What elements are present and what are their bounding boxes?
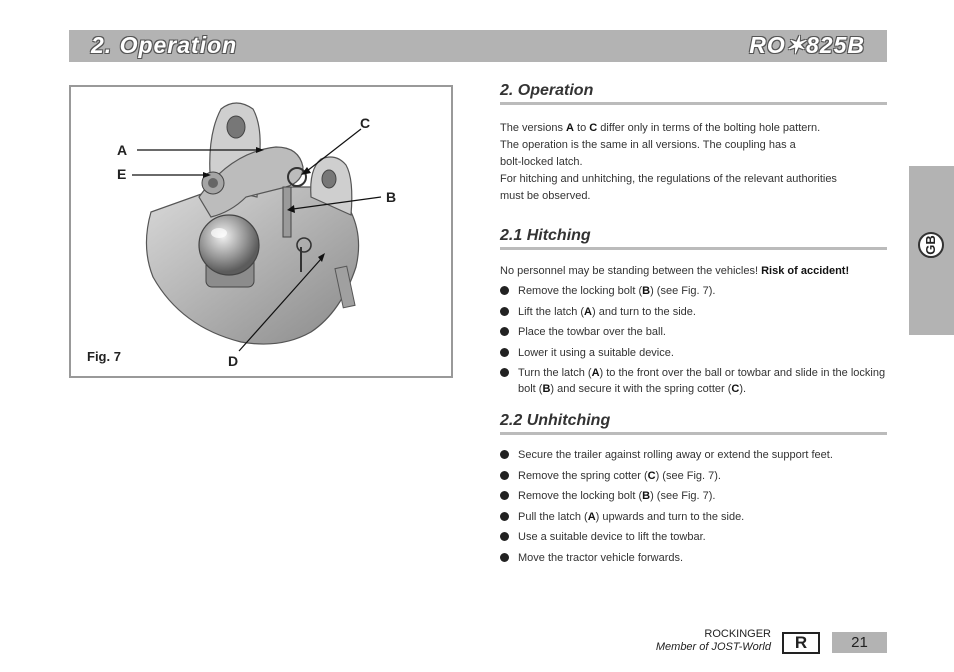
callout-a: A bbox=[117, 142, 128, 158]
bullet-icon bbox=[500, 348, 509, 357]
bullet-icon bbox=[500, 471, 509, 480]
operation-paragraph-4: For hitching and unhitching, the regulations of the relevant authorities bbox=[500, 173, 837, 185]
operation-paragraph-3: bolt-locked latch. bbox=[500, 156, 583, 168]
language-badge bbox=[918, 232, 944, 258]
brand-member: Member of JOST-World bbox=[655, 641, 771, 653]
header-bar bbox=[69, 30, 887, 62]
list-item: Lift the latch (A) and turn to the side. bbox=[500, 304, 887, 320]
list-item: Pull the latch (A) upwards and turn to the side. bbox=[500, 509, 887, 525]
footer-brand bbox=[656, 628, 771, 654]
brand-name: ROCKINGER bbox=[704, 628, 771, 640]
bullet-icon bbox=[500, 491, 509, 500]
operation-paragraph-2: The operation is the same in all versions. The coupling has a bbox=[500, 139, 796, 151]
bullet-icon bbox=[500, 286, 509, 295]
lug-hole-left bbox=[227, 116, 245, 138]
bullet-icon bbox=[500, 512, 509, 521]
rockinger-logo-icon: R bbox=[782, 632, 820, 654]
list-item: Turn the latch (A) to the front over the ball or towbar and slide in the locking bolt (B) and secure it with the spring cotter (C). bbox=[500, 365, 887, 397]
list-item: Remove the spring cotter (C) (see Fig. 7). bbox=[500, 468, 887, 484]
language-tab bbox=[909, 166, 954, 335]
coupling-ball bbox=[199, 215, 259, 275]
bullet-icon bbox=[500, 553, 509, 562]
bullet-icon bbox=[500, 532, 509, 541]
list-item: Place the towbar over the ball. bbox=[500, 324, 887, 340]
list-item: Move the tractor vehicle forwards. bbox=[500, 550, 887, 566]
hitching-warning: No personnel may be standing between the vehicles! Risk of accident! bbox=[500, 265, 850, 277]
list-item: Remove the locking bolt (B) (see Fig. 7). bbox=[500, 488, 887, 504]
page-title: 2. Operation bbox=[91, 32, 238, 58]
section-title-unhitching: 2.2 Unhitching bbox=[500, 412, 887, 435]
bullet-icon bbox=[500, 327, 509, 336]
text-column bbox=[500, 82, 887, 571]
locking-bolt bbox=[283, 187, 291, 237]
list-item: Secure the trailer against rolling away or extend the support feet. bbox=[500, 447, 887, 463]
list-item: Remove the locking bolt (B) (see Fig. 7). bbox=[500, 283, 887, 299]
bullet-icon bbox=[500, 307, 509, 316]
unhitching-steps bbox=[500, 447, 887, 566]
bullet-icon bbox=[500, 450, 509, 459]
bullet-icon bbox=[500, 368, 509, 377]
callout-e: E bbox=[117, 166, 127, 182]
language-label: GB bbox=[923, 235, 938, 255]
figure-caption: Fig. 7 bbox=[87, 349, 121, 364]
hitching-steps bbox=[500, 283, 887, 397]
lug-hole-right bbox=[322, 170, 336, 188]
operation-paragraph-1: The versions A to C differ only in terms of the bolting hole pattern. bbox=[500, 122, 821, 134]
callout-c: C bbox=[360, 115, 371, 131]
callout-b: B bbox=[386, 189, 397, 205]
section-title-hitching: 2.1 Hitching bbox=[500, 227, 887, 250]
list-item: Use a suitable device to lift the towbar. bbox=[500, 529, 887, 545]
coupling-illustration bbox=[71, 87, 453, 378]
page-number: 21 bbox=[832, 632, 887, 653]
figure-7 bbox=[69, 85, 453, 378]
section-title-operation: 2. Operation bbox=[500, 82, 887, 105]
list-item: Lower it using a suitable device. bbox=[500, 345, 887, 361]
operation-paragraph-5: must be observed. bbox=[500, 190, 591, 202]
callout-d: D bbox=[228, 353, 239, 369]
model-name: RO✶825B bbox=[749, 32, 865, 58]
